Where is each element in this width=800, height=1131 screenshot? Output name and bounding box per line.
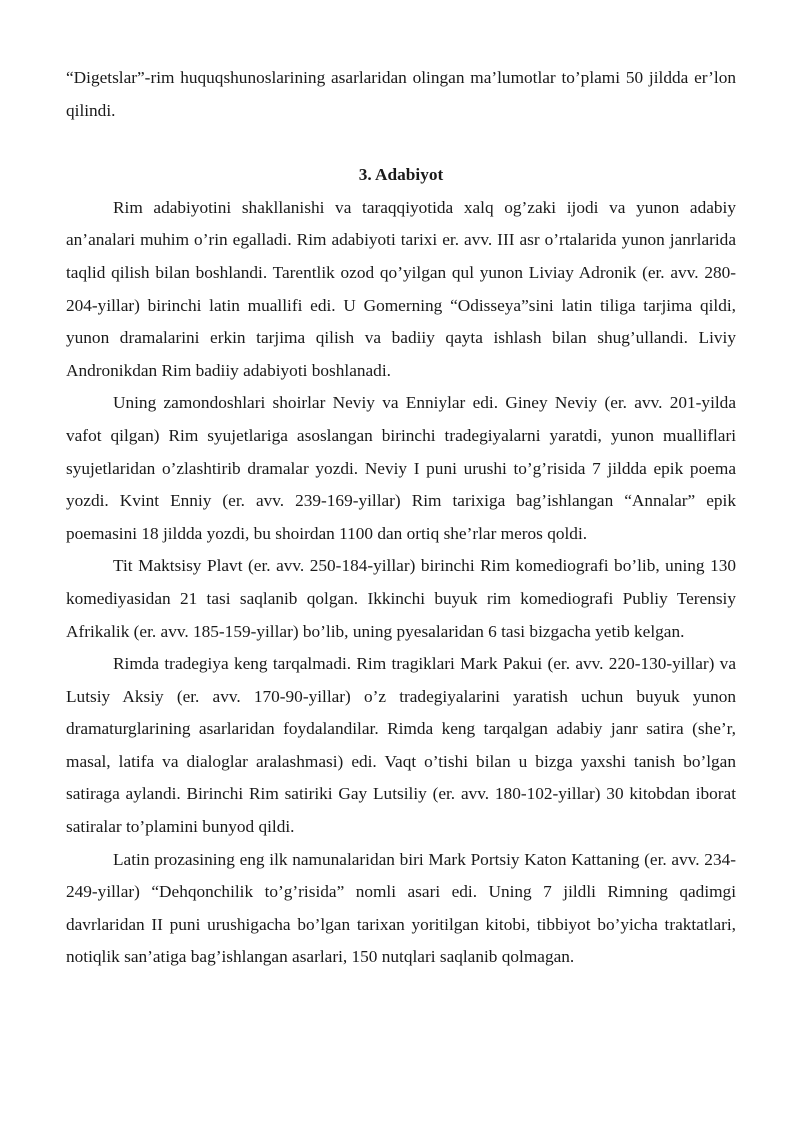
paragraph-comedians: Tit Maktsisy Plavt (er. avv. 250-184-yillar) birinchi Rim komediografi bo’lib, uning 130 komediyasidan 21 tasi saqlanib qolgan. Ikkinchi buyuk rim komediografi Publiy Terensiy Afrikalik (er. avv. 185-159-yillar) bo’lib, uning pyesalaridan 6 tasi bizgacha yetib kelgan. — [66, 556, 736, 641]
intro-paragraph: “Digetslar”-rim huquqshunoslarining asarlaridan olingan ma’lumotlar to’plami 50 jildda er’lon qilindi. — [66, 68, 736, 120]
paragraph-latin-prose: Latin prozasining eng ilk namunalaridan biri Mark Portsiy Katon Kattaning (er. avv. 234-249-yillar) “Dehqonchilik to’g’risida” nomli asari edi. Uning 7 jildli Rimning qadimgi davrlaridan II puni urushigacha bo’lgan tarixan yoritilgan kitobi, tibbiyot bo’yicha traktatlari, notiqlik san’atiga bag’ishlangan asarlari, 150 nutqlari saqlanib qolmagan. — [66, 849, 736, 967]
document-page — [66, 62, 736, 974]
section-heading: 3. Adabiyot — [358, 165, 444, 185]
paragraph-contemporaries: Uning zamondoshlari shoirlar Neviy va Enniylar edi. Giney Neviy (er. avv. 201-yilda vafot qilgan) Rim syujetlariga asoslangan birinchi tradegiyalarni yaratdi, yunon mualliflari syujetlaridan o’zlashtirib dramalar yozdi. Neviy I puni urushi to’g’risida 7 jildda epik poema yozdi. Kvint Enniy (er. avv. 239-169-yillar) Rim tarixiga bag’ishlangan “Annalar” epik poemasini 18 jildda yozdi, bu shoirdan 1100 dan ortiq she’rlar meros qoldi. — [66, 393, 736, 543]
paragraph-tragedy-satire: Rimda tradegiya keng tarqalmadi. Rim tragiklari Mark Pakui (er. avv. 220-130-yillar) va Lutsiy Aksiy (er. avv. 170-90-yillar) o’z tradegiyalarini yaratish uchun buyuk yunon dramaturglarining asarlaridan foydalandilar. Rimda keng tarqalgan adabiy janr satira (she’r, masal, latifa va dialoglar aralashmasi) edi. Vaqt o’tishi bilan u bizga yaxshi tanish bo’lgan satiraga aylandi. Birinchi Rim satiriki Gay Lutsiliy (er. avv. 180-102-yillar) 30 kitobdan iborat satiralar to’plamini bunyod qildi. — [66, 654, 736, 837]
paragraph-literature-origins: Rim adabiyotini shakllanishi va taraqqiyotida xalq og’zaki ijodi va yunon adabiy an’analari muhim o’rin egalladi. Rim adabiyoti tarixi er. avv. III asr o’rtalarida yunon janrlarida taqlid qilish bilan boshlandi. Tarentlik ozod qo’yilgan qul yunon Liviay Adronik (er. avv. 280-204-yillar) birinchi latin muallifi edi. U Gomerning “Odisseya”sini latin tiliga tarjima qildi, yunon dramalarini erkin tarjima qilish va badiiy qayta ishlash bilan shug’ullandi. Liviy Andronikdan Rim badiiy adabiyoti boshlanadi. — [66, 197, 736, 380]
